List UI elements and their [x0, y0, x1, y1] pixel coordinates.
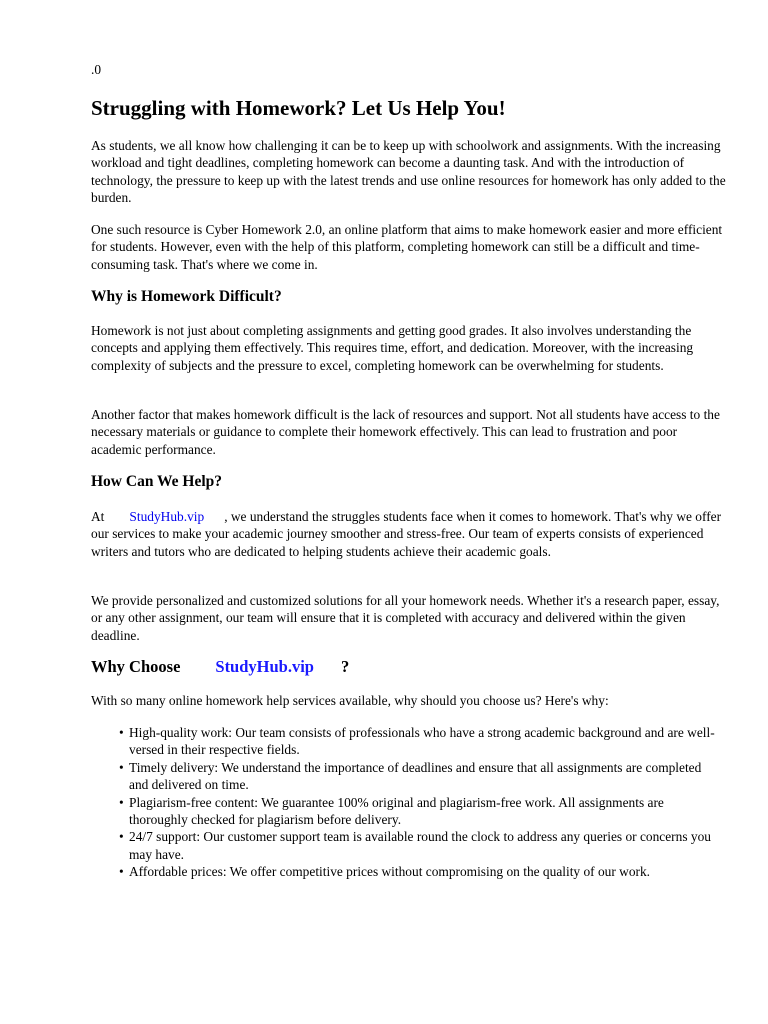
- heading-how-help: How Can We Help?: [91, 473, 223, 490]
- bullet-icon: •: [119, 864, 124, 880]
- studyhub-heading-link[interactable]: StudyHub.vip: [215, 657, 314, 676]
- intro-paragraph-2: One such resource is Cyber Homework 2.0, an online platform that aims to make homework easier and more efficient for students. However, even with the help of this platform, completing homework can still be a difficult and time-consuming task. That's where we come in.: [91, 222, 723, 272]
- page-number: .0: [91, 62, 102, 77]
- bullet-icon: •: [119, 794, 124, 810]
- list-item: • High-quality work: Our team consists of professionals who have a strong academic background and are well-versed in their respective fields.: [119, 725, 715, 758]
- why-choose-intro: With so many online homework help services available, why should you choose us? Here's why:: [91, 693, 609, 708]
- bullet-icon: •: [119, 725, 124, 740]
- bullet-icon: •: [119, 829, 124, 845]
- heading-why-difficult: Why is Homework Difficult?: [91, 288, 282, 305]
- difficult-paragraph-2: Another factor that makes homework difficult is the lack of resources and support. Not all students have access to the necessary materials or guidance to complete their homework effectively. This can lead to frustration and poor academic performance.: [91, 407, 720, 457]
- list-item: • 24/7 support: Our customer support team is available round the clock to address any queries or concerns you may have.: [119, 829, 711, 862]
- studyhub-link[interactable]: StudyHub.vip: [129, 509, 205, 524]
- help-paragraph-2: We provide personalized and customized solutions for all your homework needs. Whether it's a research paper, essay, or any other assignment, our team will ensure that it is completed with accuracy and delivered within the given deadline.: [91, 593, 720, 643]
- list-item: • Timely delivery: We understand the importance of deadlines and ensure that all assignments are completed and delivered on time.: [119, 759, 702, 793]
- help-paragraph-prefix: At: [91, 509, 105, 524]
- help-paragraph-1: [91, 508, 731, 560]
- intro-paragraph-1: As students, we all know how challenging it can be to keep up with schoolwork and assignments. With the increasing workload and tight deadlines, completing homework can become a daunting task. And with the introduction of technology, the pressure to keep up with the latest trends and use online resources for homework has only added to the burden.: [91, 138, 726, 206]
- help-paragraph-suffix: , we understand the struggles students face when it comes to homework. That's why we offer our services to make your academic journey smoother and stress-free. Our team of experts consists of experienced writers and tutors who are dedicated to helping students achieve their academic goals.: [91, 509, 722, 559]
- heading-why-choose-prefix: Why Choose: [91, 657, 181, 676]
- difficult-paragraph-1: Homework is not just about completing assignments and getting good grades. It also involves understanding the concepts and applying them effectively. This requires time, effort, and dedication. Moreover, with the increasing complexity of subjects and the pressure to excel, completing homework can be overwhelming for students.: [91, 323, 694, 373]
- heading-why-choose-suffix: ?: [341, 657, 350, 676]
- page-title: Struggling with Homework? Let Us Help You!: [91, 96, 506, 120]
- list-item: • Plagiarism-free content: We guarantee 100% original and plagiarism-free work. All assignments are thoroughly checked for plagiarism before delivery.: [119, 794, 664, 828]
- bullet-icon: •: [119, 759, 124, 775]
- reasons-list: [119, 724, 719, 881]
- heading-why-choose: [91, 657, 349, 677]
- list-item: • Affordable prices: We offer competitive prices without compromising on the quality of our work.: [119, 864, 651, 880]
